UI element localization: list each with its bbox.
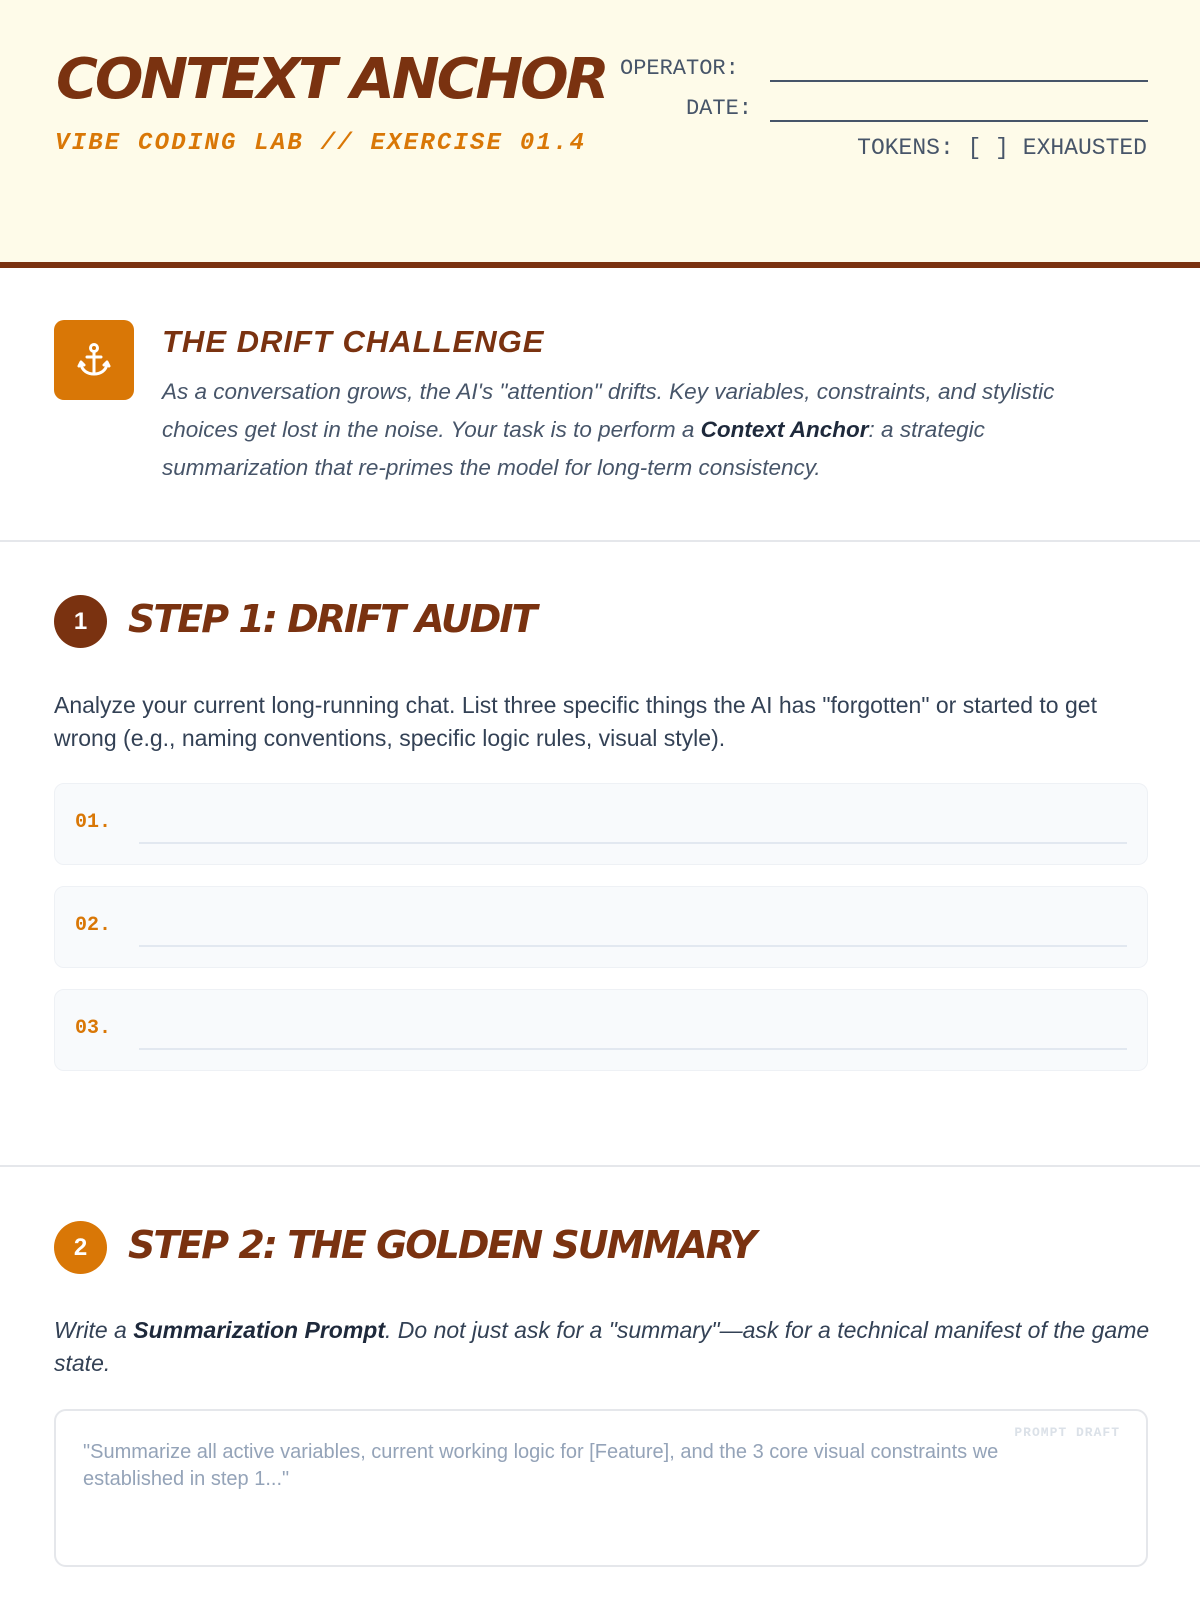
answer-number: 02. <box>75 914 112 937</box>
worksheet-header <box>0 0 1200 268</box>
intro-text-bold: Context Anchor <box>700 417 869 442</box>
answer-number: 03. <box>75 1017 112 1040</box>
answer-input-line[interactable] <box>139 1048 1127 1050</box>
answer-input-line[interactable] <box>139 842 1127 844</box>
intro-text-part2: : a strategic summarization that re-primes the model for long-term consistency. <box>162 417 985 480</box>
intro-text <box>162 373 1102 487</box>
answer-number: 01. <box>75 811 112 834</box>
step-2-desc-part1: Write a <box>54 1317 134 1343</box>
date-field <box>620 96 1148 126</box>
intro-text-part1: As a conversation grows, the AI's "attention" drifts. Key variables, constraints, and stylistic choices get lost in the noise. Your task is to perform a <box>162 379 1055 442</box>
tokens-checkbox-label[interactable]: TOKENS: [ ] EXHAUSTED <box>857 135 1147 161</box>
anchor-icon-box <box>54 320 134 400</box>
audit-answer-2[interactable] <box>54 886 1148 968</box>
anchor-icon <box>74 340 114 380</box>
intro-title: THE DRIFT CHALLENGE <box>162 324 545 359</box>
step-2-title: STEP 2: THE GOLDEN SUMMARY <box>128 1223 755 1267</box>
worksheet-title: CONTEXT ANCHOR <box>56 47 607 112</box>
prompt-draft-tag: PROMPT DRAFT <box>1014 1425 1120 1440</box>
operator-label: OPERATOR: <box>620 56 739 81</box>
step-2-desc-bold: Summarization Prompt <box>133 1317 385 1343</box>
step-1-title: STEP 1: DRIFT AUDIT <box>128 597 536 641</box>
step-2-description <box>54 1314 1154 1380</box>
audit-answer-1[interactable] <box>54 783 1148 865</box>
audit-answer-3[interactable] <box>54 989 1148 1071</box>
prompt-draft-textarea[interactable] <box>54 1409 1148 1567</box>
step-1-badge: 1 <box>54 595 107 648</box>
operator-input-line[interactable] <box>770 80 1148 82</box>
step-2-badge: 2 <box>54 1221 107 1274</box>
step-2-desc-part2: . Do not just ask for a "summary"—ask for a technical manifest of the game state. <box>54 1317 1150 1376</box>
prompt-draft-placeholder: "Summarize all active variables, current working logic for [Feature], and the 3 core visual constraints we established in step 1..." <box>83 1441 999 1490</box>
step-1-description: Analyze your current long-running chat. List three specific things the AI has "forgotten" or started to get wrong (e.g., naming conventions, specific logic rules, visual style). <box>54 692 1097 751</box>
operator-field <box>620 56 1148 86</box>
section-divider <box>0 1165 1200 1167</box>
date-input-line[interactable] <box>770 120 1148 122</box>
worksheet-subtitle: VIBE CODING LAB // EXERCISE 01.4 <box>55 130 587 157</box>
date-label: DATE: <box>685 96 752 121</box>
answer-input-line[interactable] <box>139 945 1127 947</box>
drift-challenge-section <box>0 274 1200 542</box>
